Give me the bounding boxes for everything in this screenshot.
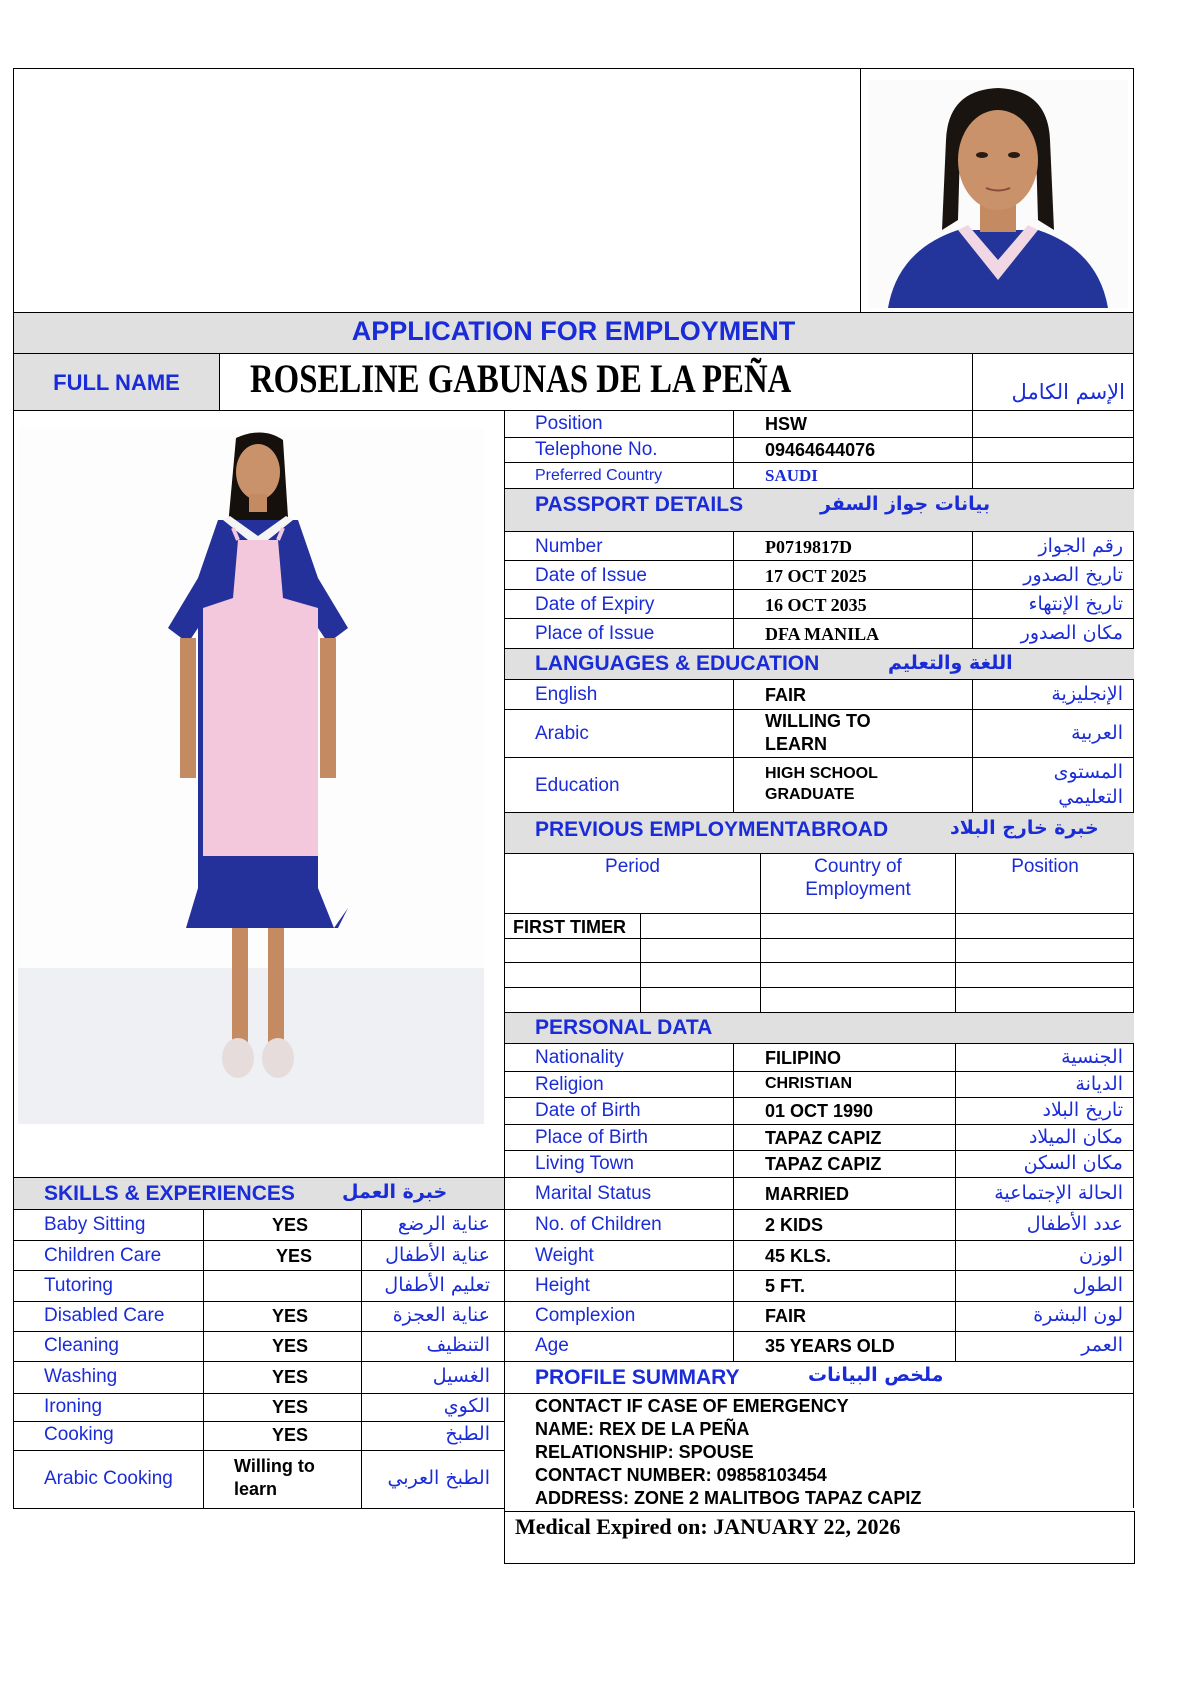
col-country-line1: Country of bbox=[814, 856, 902, 877]
col-period: Period bbox=[605, 856, 660, 877]
col-position: Position bbox=[1011, 856, 1079, 877]
skill-children-care-value: YES bbox=[276, 1246, 313, 1266]
age-value: 35 YEARS OLD bbox=[765, 1336, 895, 1356]
profile-line-4: CONTACT NUMBER: 09858103454 bbox=[535, 1465, 827, 1485]
passport-number-label-ar: رقم الجواز bbox=[1038, 535, 1123, 557]
skill-cleaning-value: YES bbox=[272, 1336, 309, 1356]
age-label: Age bbox=[535, 1335, 569, 1356]
skill-disabled-care-label-ar: عناية العجزة bbox=[392, 1304, 490, 1326]
marital-status-label-ar: الحالة الإجتماعية bbox=[994, 1182, 1123, 1204]
previous-employment-title: PREVIOUS EMPLOYMENTABROAD bbox=[535, 818, 889, 841]
children-value: 2 KIDS bbox=[765, 1215, 824, 1235]
languages-title: LANGUAGES & EDUCATION bbox=[535, 652, 820, 675]
education-label-ar-line1: المستوى bbox=[1053, 761, 1123, 783]
nationality-label: Nationality bbox=[535, 1047, 624, 1068]
full-name-label: FULL NAME bbox=[53, 370, 180, 395]
passport-title: PASSPORT DETAILS bbox=[535, 493, 744, 516]
marital-status-label: Marital Status bbox=[535, 1183, 652, 1204]
skill-arabic-cooking-label-ar: الطبخ العربي bbox=[387, 1467, 490, 1489]
personal-title: PERSONAL DATA bbox=[535, 1016, 713, 1039]
profile-line-5: ADDRESS: ZONE 2 MALITBOG TAPAZ CAPIZ bbox=[535, 1488, 922, 1508]
medical-value: JANUARY 22, 2026 bbox=[713, 1514, 901, 1539]
complexion-label: Complexion bbox=[535, 1305, 636, 1326]
marital-status-value: MARRIED bbox=[765, 1184, 849, 1204]
education-value-line1: HIGH SCHOOL bbox=[765, 765, 878, 782]
birthplace-label-ar: مكان الميلاد bbox=[1028, 1126, 1123, 1148]
weight-label-ar: الوزن bbox=[1078, 1244, 1123, 1266]
english-label: English bbox=[535, 684, 598, 705]
skill-cooking-label: Cooking bbox=[44, 1424, 114, 1445]
skill-washing-value: YES bbox=[272, 1367, 309, 1387]
skill-arabic-cooking-value-line2: learn bbox=[234, 1479, 278, 1499]
first-timer: FIRST TIMER bbox=[513, 917, 626, 937]
nationality-label-ar: الجنسية bbox=[1061, 1046, 1123, 1068]
place-of-issue-label-ar: مكان الصدور bbox=[1020, 622, 1123, 644]
skill-cleaning-label: Cleaning bbox=[44, 1335, 119, 1356]
english-label-ar: الإنجليزية bbox=[1051, 683, 1123, 705]
skill-disabled-care-value: YES bbox=[272, 1306, 309, 1326]
skills-title: SKILLS & EXPERIENCES bbox=[44, 1182, 295, 1205]
height-value: 5 FT. bbox=[765, 1276, 806, 1296]
birthplace-label: Place of Birth bbox=[535, 1127, 648, 1148]
complexion-value: FAIR bbox=[765, 1306, 807, 1326]
living-town-label: Living Town bbox=[535, 1153, 634, 1174]
education-value-line2: GRADUATE bbox=[765, 786, 855, 803]
living-town-value: TAPAZ CAPIZ bbox=[765, 1154, 882, 1174]
english-value: FAIR bbox=[765, 685, 807, 705]
passport-number-label: Number bbox=[535, 536, 603, 557]
expiry-date-label-ar: تاريخ الإنتهاء bbox=[1028, 593, 1123, 615]
religion-value: CHRISTIAN bbox=[765, 1075, 853, 1092]
arabic-label: Arabic bbox=[535, 723, 589, 744]
medical-label: Medical Expired on: bbox=[515, 1514, 708, 1539]
education-label: Education bbox=[535, 775, 620, 796]
skill-baby-sitting-label-ar: عناية الرضع bbox=[397, 1213, 490, 1235]
languages-title-ar: اللغة والتعليم bbox=[888, 652, 1013, 674]
place-of-issue-label: Place of Issue bbox=[535, 623, 655, 644]
issue-date-value: 17 OCT 2025 bbox=[765, 566, 867, 586]
skill-ironing-label-ar: الكوي bbox=[443, 1395, 490, 1417]
skill-ironing-label: Ironing bbox=[44, 1396, 103, 1417]
preferred-country-label: Preferred Country bbox=[535, 467, 663, 484]
medical-expiry bbox=[515, 1514, 900, 1540]
weight-value: 45 KLS. bbox=[765, 1246, 832, 1266]
skill-children-care-label: Children Care bbox=[44, 1245, 162, 1266]
age-label-ar: العمر bbox=[1081, 1334, 1123, 1356]
full-body-photo bbox=[18, 428, 484, 1124]
position-value: HSW bbox=[765, 414, 807, 434]
height-label: Height bbox=[535, 1275, 590, 1296]
issue-date-label: Date of Issue bbox=[535, 565, 647, 586]
birthdate-label: Date of Birth bbox=[535, 1100, 641, 1121]
full-name-value: ROSELINE GABUNAS DE LA PEÑA bbox=[250, 356, 792, 401]
skill-baby-sitting-value: YES bbox=[272, 1215, 309, 1235]
skill-cleaning-label-ar: التنظيف bbox=[426, 1334, 490, 1356]
religion-label-ar: الديانة bbox=[1075, 1073, 1123, 1095]
place-of-issue-value: DFA MANILA bbox=[765, 624, 880, 644]
profile-line-3: RELATIONSHIP: SPOUSE bbox=[535, 1442, 754, 1462]
passport-number-value: P0719817D bbox=[765, 537, 852, 557]
profile-line-1: CONTACT IF CASE OF EMERGENCY bbox=[535, 1396, 849, 1416]
skills-title-ar: خبرة العمل bbox=[342, 1181, 448, 1203]
profile-line-2: NAME: REX DE LA PEÑA bbox=[535, 1419, 750, 1439]
col-country-line2: Employment bbox=[805, 879, 911, 900]
skill-disabled-care-label: Disabled Care bbox=[44, 1305, 165, 1326]
weight-label: Weight bbox=[535, 1245, 594, 1266]
arabic-value-line1: WILLING TO bbox=[765, 711, 871, 731]
skill-tutoring-label-ar: تعليم الأطفال bbox=[384, 1274, 490, 1296]
profile-title: PROFILE SUMMARY bbox=[535, 1366, 740, 1389]
telephone-value: 09464644076 bbox=[765, 440, 876, 460]
profile-title-ar: ملخص البيانات bbox=[808, 1364, 944, 1386]
complexion-label-ar: لون البشرة bbox=[1033, 1304, 1123, 1326]
full-name-label-ar: الإسم الكامل bbox=[1011, 380, 1125, 404]
education-label-ar-line2: التعليمي bbox=[1058, 786, 1123, 808]
expiry-date-label: Date of Expiry bbox=[535, 594, 655, 615]
telephone-label: Telephone No. bbox=[535, 439, 658, 460]
skill-arabic-cooking-value-line1: Willing to bbox=[234, 1456, 315, 1476]
preferred-country-value: SAUDI bbox=[765, 466, 818, 485]
passport-title-ar: بيانات جواز السفر bbox=[820, 493, 991, 515]
position-label: Position bbox=[535, 413, 603, 434]
skill-children-care-label-ar: عناية الأطفال bbox=[385, 1244, 490, 1266]
skill-baby-sitting-label: Baby Sitting bbox=[44, 1214, 146, 1235]
skill-washing-label-ar: الغسيل bbox=[432, 1365, 490, 1387]
birthdate-value: 01 OCT 1990 bbox=[765, 1101, 874, 1121]
form-title: APPLICATION FOR EMPLOYMENT bbox=[351, 316, 796, 346]
previous-employment-title-ar: خبرة خارج البلاد bbox=[950, 817, 1099, 839]
skill-cooking-label-ar: الطبخ bbox=[445, 1423, 490, 1445]
headshot-photo bbox=[868, 80, 1128, 308]
birthplace-value: TAPAZ CAPIZ bbox=[765, 1128, 882, 1148]
skill-arabic-cooking-label: Arabic Cooking bbox=[44, 1468, 173, 1489]
living-town-label-ar: مكان السكن bbox=[1023, 1152, 1123, 1174]
arabic-label-ar: العربية bbox=[1071, 722, 1123, 744]
children-label-ar: عدد الأطفال bbox=[1026, 1213, 1123, 1235]
skill-ironing-value: YES bbox=[272, 1397, 309, 1417]
religion-label: Religion bbox=[535, 1074, 604, 1095]
height-label-ar: الطول bbox=[1072, 1274, 1123, 1296]
nationality-value: FILIPINO bbox=[765, 1048, 841, 1068]
expiry-date-value: 16 OCT 2035 bbox=[765, 595, 867, 615]
skill-cooking-value: YES bbox=[272, 1425, 309, 1445]
skill-tutoring-label: Tutoring bbox=[44, 1275, 113, 1296]
birthdate-label-ar: تاريخ البلاد bbox=[1042, 1099, 1123, 1121]
issue-date-label-ar: تاريخ الصدور bbox=[1023, 564, 1123, 586]
arabic-value-line2: LEARN bbox=[765, 734, 827, 754]
skill-washing-label: Washing bbox=[44, 1366, 118, 1387]
children-label: No. of Children bbox=[535, 1214, 662, 1235]
